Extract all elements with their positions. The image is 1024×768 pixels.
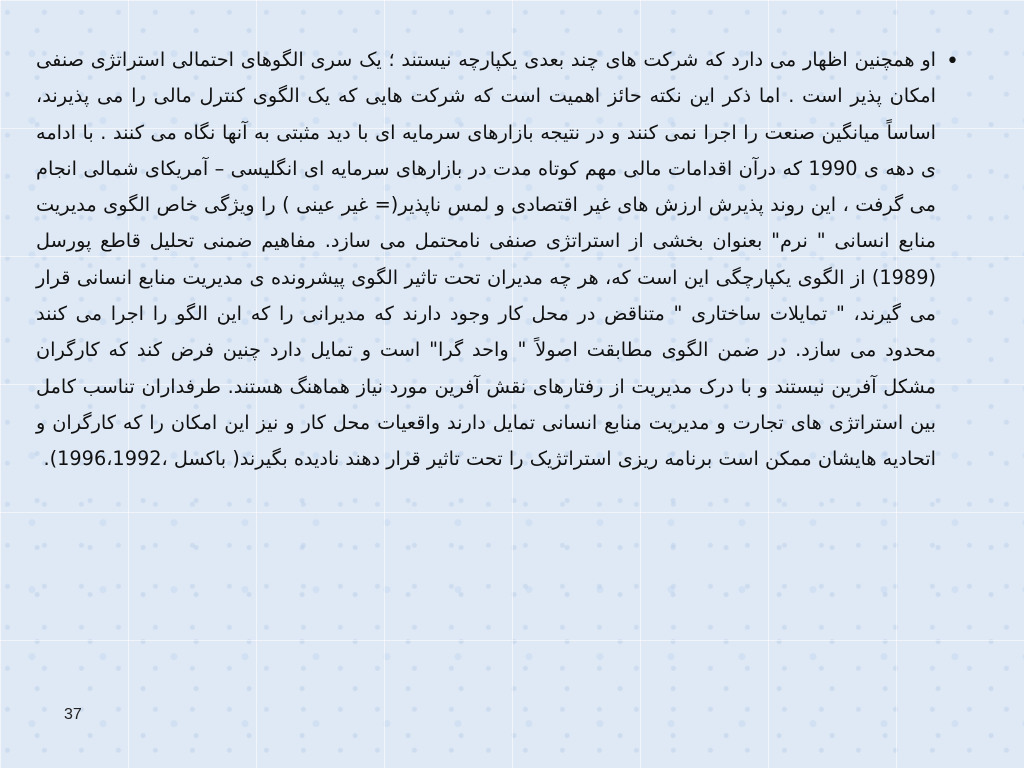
body-paragraph: او همچنین اظهار می دارد که شرکت های چند بعدی یکپارچه نیستند ؛ یک سری الگوهای احتمالی استراتژی صنفی امکان پذیر است . اما ذکر این نکته حائز اهمیت است که شرکت هایی که یک الگوی کنترل مالی را می پذیرند، اساساً میانگین صنعت را اجرا نمی کنند و در نتیجه بازارهای سرمایه ای با دید مثبتی به آنها نگاه می کنند . با ادامه ی دهه ی 1990 که درآن اقدامات مالی مهم کوتاه مدت در بازارهای سرمایه ای انگلیسی – آمریکای شمالی انجام می گرفت ، این روند پذیرش ارزش های غیر اقتصادی و لمس ناپذیر(= غیر عینی ) را ویژگی خاص الگوی مدیریت منابع انسانی " نرم" بعنوان بخشی از استراتژی صنفی نامحتمل می سازد. مفاهیم ضمنی تحلیل قاطع پورسل (1989) از الگوی یکپارچگی این است که، هر چه مدیران تحت تاثیر الگوی پیشرونده ی مدیریت منابع انسانی قرار می گیرند، " تمایلات ساختاری " متناقض در محل کار وجود دارند که مدیرانی را که این الگو را اجرا می کنند محدود می سازد. در ضمن الگوی مطابقت اصولاً " واحد گرا" است و تمایل دارد چنین فرض کند که کارگران مشکل آفرین نیستند و با درک مدیریت از رفتارهای نقش آفرین مورد نیاز هماهنگ هستند. طرفداران تناسب کامل بین استراتژی های تجارت و مدیریت منابع انسانی تمایل دارند واقعیات محل کار و نیز این امکان را که کارگران و اتحادیه هایشان ممکن است برنامه ریزی استراتژیک را تحت تاثیر قرار دهند نادیده بگیرند( باکسل ،1996،1992).	[36, 48, 936, 471]
bullet-marker: •	[946, 49, 959, 74]
page-number: 37	[64, 706, 82, 723]
